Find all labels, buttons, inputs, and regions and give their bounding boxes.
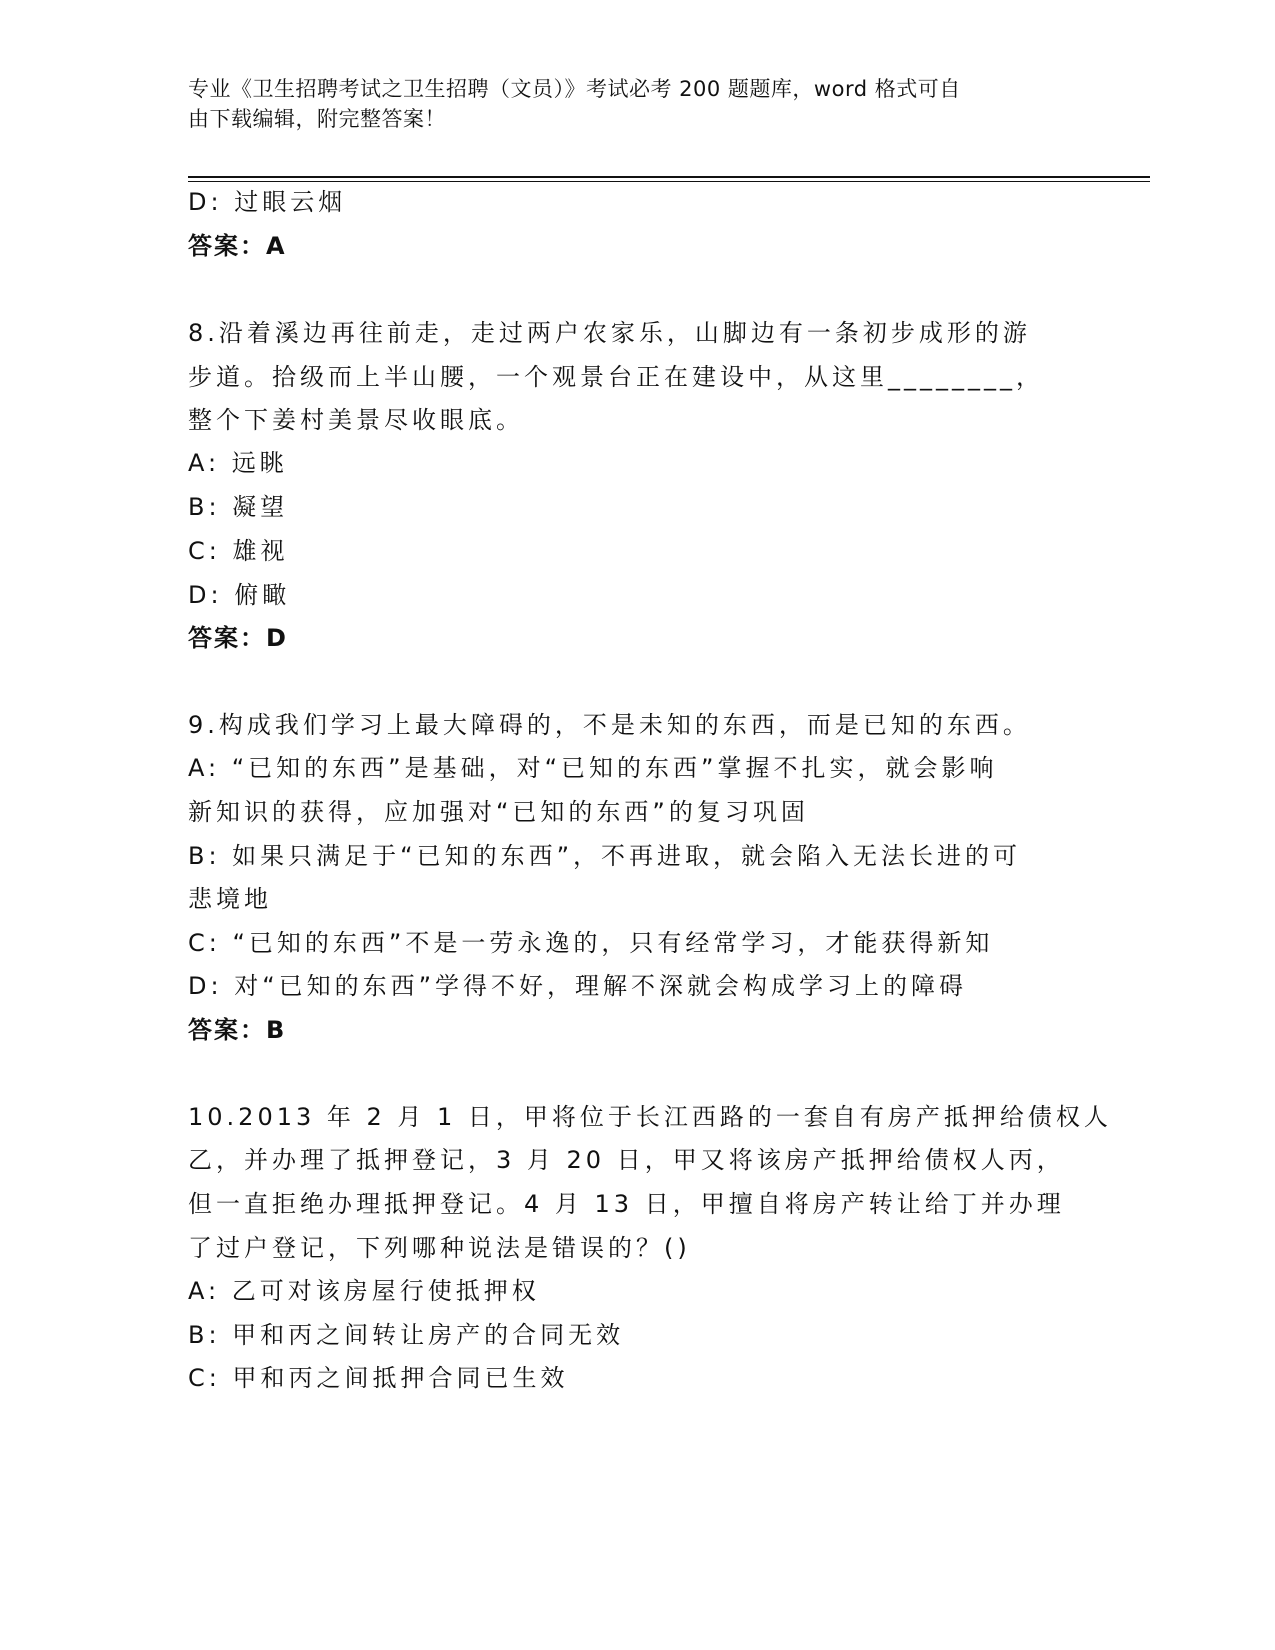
q8-option-b: B: 凝望 bbox=[188, 493, 289, 521]
q10-option-a: A: 乙可对该房屋行使抵押权 bbox=[188, 1277, 540, 1305]
q10-stem-line-2: 乙，并办理了抵押登记，3 月 20 日，甲又将该房产抵押给债权人丙， bbox=[188, 1146, 1065, 1174]
q9-stem: 9.构成我们学习上最大障碍的，不是未知的东西，而是已知的东西。 bbox=[188, 711, 1031, 739]
q8-stem-line-3: 整个下姜村美景尽收眼底。 bbox=[188, 406, 524, 434]
q9-option-a-line-2: 新知识的获得，应加强对“已知的东西”的复习巩固 bbox=[188, 798, 809, 826]
document-header bbox=[188, 74, 1068, 134]
q8-option-c: C: 雄视 bbox=[188, 537, 289, 565]
q9-option-b-line-2: 悲境地 bbox=[188, 885, 272, 913]
q10-option-b: B: 甲和丙之间转让房产的合同无效 bbox=[188, 1321, 625, 1349]
q10-option-c: C: 甲和丙之间抵押合同已生效 bbox=[188, 1364, 569, 1392]
q9-option-a-line-1: A: “已知的东西”是基础，对“已知的东西”掌握不扎实，就会影响 bbox=[188, 754, 998, 782]
q7-answer: 答案：A bbox=[188, 232, 287, 260]
q8-answer: 答案：D bbox=[188, 624, 288, 652]
q10-stem-line-3: 但一直拒绝办理抵押登记。4 月 13 日，甲擅自将房产转让给丁并办理 bbox=[188, 1190, 1065, 1218]
header-line-2: 由下载编辑，附完整答案！ bbox=[188, 107, 446, 131]
header-divider-thin bbox=[188, 181, 1150, 182]
q7-option-d: D: 过眼云烟 bbox=[188, 188, 347, 216]
q10-stem-line-4: 了过户登记，下列哪种说法是错误的？() bbox=[188, 1234, 691, 1262]
q9-option-b-line-1: B: 如果只满足于“已知的东西”，不再进取，就会陷入无法长进的可 bbox=[188, 842, 1022, 870]
q8-option-d: D: 俯瞰 bbox=[188, 581, 291, 609]
q10-stem-line-1: 10.2013 年 2 月 1 日，甲将位于长江西路的一套自有房产抵押给债权人 bbox=[188, 1103, 1112, 1131]
q8-stem-line-2: 步道。拾级而上半山腰，一个观景台正在建设中，从这里________， bbox=[188, 363, 1044, 391]
q8-option-a: A: 远眺 bbox=[188, 449, 288, 477]
header-line-1: 专业《卫生招聘考试之卫生招聘（文员）》考试必考 200 题题库，word 格式可自 bbox=[188, 77, 961, 101]
q9-option-d: D: 对“已知的东西”学得不好，理解不深就会构成学习上的障碍 bbox=[188, 972, 968, 1000]
q9-answer: 答案：B bbox=[188, 1016, 287, 1044]
q9-option-c: C: “已知的东西”不是一劳永逸的，只有经常学习，才能获得新知 bbox=[188, 929, 994, 957]
header-divider-thick bbox=[188, 176, 1150, 178]
q8-stem-line-1: 8.沿着溪边再往前走，走过两户农家乐，山脚边有一条初步成形的游 bbox=[188, 319, 1031, 347]
